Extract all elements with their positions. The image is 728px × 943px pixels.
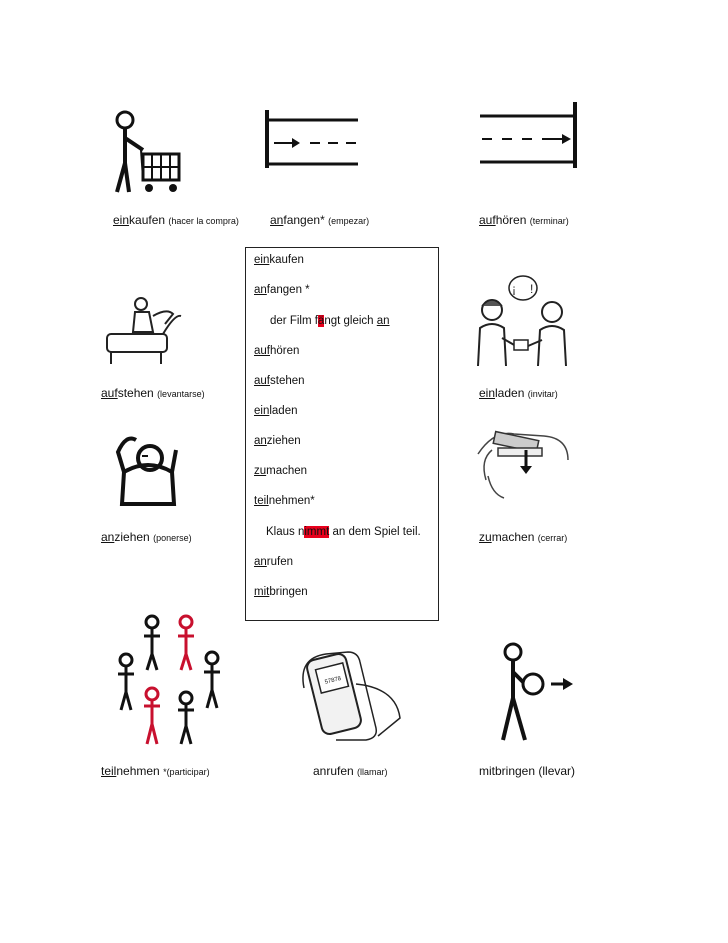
box-item-anziehen bbox=[254, 435, 301, 447]
gloss: (cerrar) bbox=[537, 533, 568, 543]
example-text: an dem Spiel teil. bbox=[329, 526, 421, 538]
prefix: ein bbox=[479, 386, 496, 400]
prefix: zu bbox=[254, 465, 267, 477]
carrying-ball-pictogram bbox=[493, 642, 575, 742]
stem: ziehen bbox=[266, 435, 301, 447]
example-text: Klaus n bbox=[266, 526, 305, 538]
box-example-klaus bbox=[266, 526, 421, 538]
label-zumachen bbox=[479, 530, 567, 544]
gloss: (terminar) bbox=[529, 216, 569, 226]
gloss: *(participar) bbox=[163, 767, 210, 777]
stem: bringen bbox=[269, 586, 308, 598]
putting-on-sweater-pictogram bbox=[112, 432, 186, 508]
stem: rufen bbox=[266, 556, 294, 568]
stem: fangen * bbox=[266, 284, 310, 296]
prefix: auf bbox=[479, 213, 496, 227]
start-arrow-pictogram bbox=[262, 108, 362, 170]
box-item-anfangen bbox=[254, 284, 310, 296]
gloss: (empezar) bbox=[328, 216, 370, 226]
phone-call-pictogram bbox=[296, 648, 406, 742]
prefix: an bbox=[254, 284, 267, 296]
box-item-mitbringen bbox=[254, 586, 308, 598]
label-teilnehmen bbox=[101, 764, 210, 778]
prefix: ein bbox=[113, 213, 130, 227]
stem: machen bbox=[491, 530, 535, 544]
gloss: (llamar) bbox=[357, 767, 388, 777]
label-einkaufen bbox=[113, 213, 239, 227]
label-mitbringen bbox=[479, 764, 575, 778]
label-aufstehen bbox=[101, 386, 205, 400]
prefix: teil bbox=[254, 495, 269, 507]
example-text: ngt gleich bbox=[324, 315, 377, 327]
word: mitbringen (llevar) bbox=[479, 764, 576, 778]
prefix: an bbox=[254, 556, 267, 568]
label-aufhoeren bbox=[479, 213, 569, 227]
box-item-aufstehen bbox=[254, 375, 305, 387]
box-item-einladen bbox=[254, 405, 298, 417]
gloss: (invitar) bbox=[527, 389, 558, 399]
svg-text:¡: ¡ bbox=[512, 282, 516, 296]
svg-text:57878: 57878 bbox=[324, 675, 342, 686]
box-example-film bbox=[270, 315, 390, 327]
stem: stehen bbox=[270, 375, 305, 387]
label-anrufen bbox=[313, 764, 388, 778]
stem: machen bbox=[266, 465, 308, 477]
example-text: der Film f bbox=[270, 315, 318, 327]
stem: kaufen bbox=[129, 213, 166, 227]
stem: hören bbox=[495, 213, 527, 227]
box-item-teilnehmen bbox=[254, 495, 315, 507]
box-item-zumachen bbox=[254, 465, 307, 477]
group-participation-pictogram bbox=[112, 614, 228, 746]
stem: nehmen* bbox=[268, 495, 315, 507]
prefix: zu bbox=[479, 530, 492, 544]
stem: stehen bbox=[117, 386, 154, 400]
stem: fangen* bbox=[283, 213, 325, 227]
prefix: auf bbox=[254, 375, 270, 387]
prefix: mit bbox=[254, 586, 270, 598]
separable-prefix: an bbox=[376, 315, 390, 327]
highlight: immt bbox=[304, 526, 330, 538]
prefix: ein bbox=[254, 405, 270, 417]
prefix: teil bbox=[101, 764, 117, 778]
stem: nehmen bbox=[116, 764, 160, 778]
svg-text:!: ! bbox=[530, 282, 534, 296]
label-einladen bbox=[479, 386, 558, 400]
gloss: (hacer la compra) bbox=[168, 216, 239, 226]
closing-box-pictogram bbox=[474, 420, 570, 500]
prefix: an bbox=[270, 213, 284, 227]
stem: laden bbox=[269, 405, 298, 417]
highlight: ä bbox=[317, 315, 325, 327]
stop-arrow-pictogram bbox=[478, 100, 580, 170]
stem: kaufen bbox=[269, 254, 304, 266]
gloss: (levantarse) bbox=[157, 389, 205, 399]
gloss: (ponerse) bbox=[153, 533, 192, 543]
stem: laden bbox=[495, 386, 525, 400]
word: anrufen bbox=[313, 764, 354, 778]
stem: ziehen bbox=[114, 530, 150, 544]
label-anziehen bbox=[101, 530, 192, 544]
box-item-aufhoeren bbox=[254, 345, 299, 357]
label-anfangen bbox=[270, 213, 369, 227]
prefix: an bbox=[101, 530, 115, 544]
shopping-cart-pictogram bbox=[105, 108, 185, 196]
box-item-einkaufen bbox=[254, 254, 304, 266]
prefix: ein bbox=[254, 254, 270, 266]
prefix: an bbox=[254, 435, 267, 447]
box-item-anrufen bbox=[254, 556, 293, 568]
invitation-pictogram bbox=[472, 272, 574, 370]
bed-getting-up-pictogram bbox=[103, 294, 185, 368]
stem: hören bbox=[270, 345, 300, 357]
prefix: auf bbox=[101, 386, 118, 400]
prefix: auf bbox=[254, 345, 270, 357]
